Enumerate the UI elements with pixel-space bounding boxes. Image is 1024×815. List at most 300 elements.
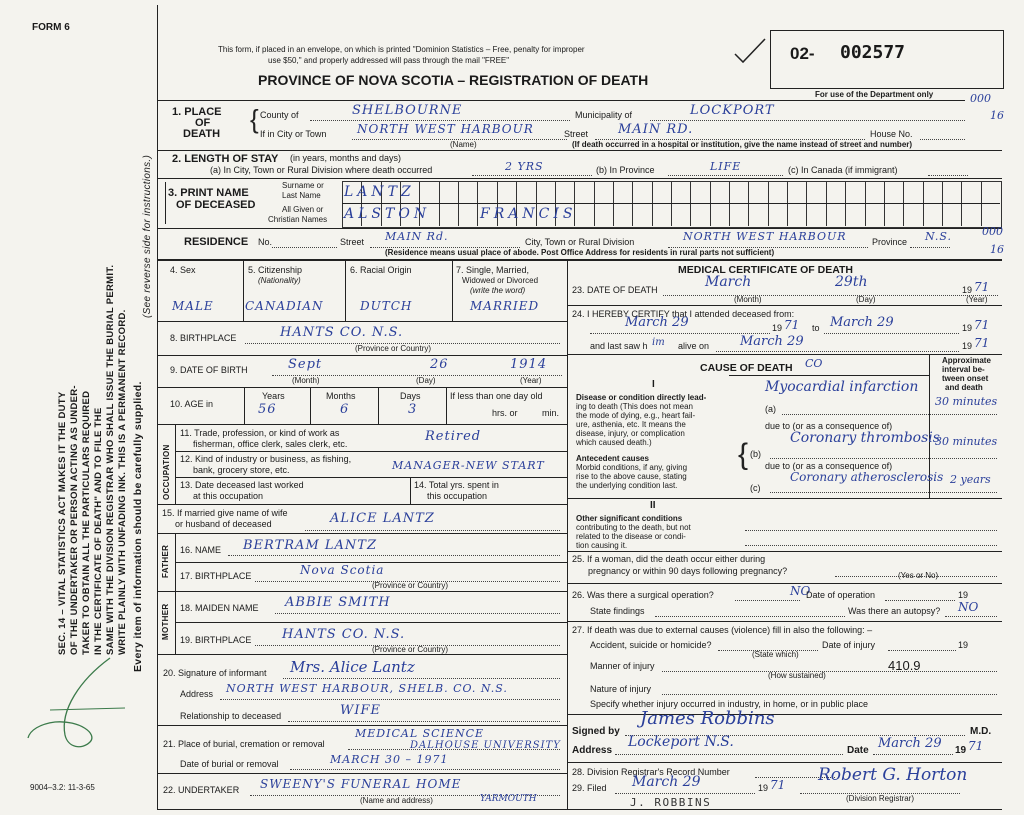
other-conditions-title: Other significant conditions bbox=[576, 514, 683, 523]
q24-to-year-prefix: 19 bbox=[962, 323, 973, 333]
rule-2 bbox=[157, 178, 1002, 179]
stay-b-value: LIFE bbox=[710, 160, 742, 173]
father-birthplace: Nova Scotia bbox=[300, 563, 385, 577]
undertaker-city: YARMOUTH bbox=[480, 794, 537, 804]
department-code-2: 16 bbox=[990, 109, 1004, 122]
q26-value: NO bbox=[790, 584, 811, 598]
autopsy-value: NO bbox=[958, 600, 979, 614]
rule-3 bbox=[157, 228, 1002, 229]
last-seen-him: im bbox=[652, 337, 665, 348]
stay-a-label: (a) In City, Town or Rural Division where death occurred bbox=[210, 165, 433, 175]
col-sep-a bbox=[243, 261, 244, 321]
dob-month: Sept bbox=[288, 357, 323, 372]
q26-label: 26. Was there a surgical operation? bbox=[572, 590, 714, 600]
q29-label: 29. Filed bbox=[572, 783, 607, 793]
col-sep-c bbox=[452, 261, 453, 321]
age-months-label: Months bbox=[326, 391, 356, 401]
mother-maiden-line bbox=[275, 613, 560, 614]
signed-year-prefix: 19 bbox=[955, 745, 967, 756]
stay-a-value: 2 YRS bbox=[505, 160, 544, 173]
rule-10 bbox=[175, 477, 567, 478]
cause-of-death-title: CAUSE OF DEATH bbox=[700, 362, 793, 374]
last-seen-date: March 29 bbox=[740, 334, 804, 349]
q24-to-year: 71 bbox=[974, 318, 990, 332]
rule-16 bbox=[157, 654, 567, 655]
q25-label-2: pregnancy or within 90 days following pregnancy? bbox=[588, 566, 788, 576]
sec14-line-2: OF THE UNDERTAKER OR PERSON ACTING AS UNDER- bbox=[69, 385, 80, 655]
rule-r3 bbox=[567, 498, 1002, 499]
filed-date: March 29 bbox=[632, 774, 701, 790]
cause-b-line bbox=[770, 458, 997, 459]
q28-label: 28. Division Registrar's Record Number bbox=[572, 767, 730, 777]
every-item-note: Every item of information should be carefully supplied. bbox=[132, 381, 144, 672]
col-sep-b bbox=[345, 261, 346, 321]
other-line-1 bbox=[745, 530, 997, 531]
q23-year-caption: (Year) bbox=[966, 295, 988, 304]
state-findings-label: State findings bbox=[590, 606, 645, 616]
sex-label: 4. Sex bbox=[170, 265, 196, 275]
q24-from-year: 71 bbox=[784, 318, 800, 332]
accident-label: Accident, suicide or homicide? bbox=[590, 640, 712, 650]
name-grid-cell-divider bbox=[690, 204, 691, 226]
name-grid-cell-divider bbox=[903, 204, 904, 226]
name-grid-cell-divider bbox=[419, 182, 420, 203]
q15-label-2: or husband of deceased bbox=[175, 519, 272, 529]
q24-from: March 29 bbox=[625, 315, 689, 330]
county-line bbox=[310, 120, 570, 121]
print-code: 9004–3.2: 11-3-65 bbox=[30, 783, 95, 792]
name-grid-cell-divider bbox=[748, 182, 749, 203]
name-grid-cell-divider bbox=[710, 182, 711, 203]
residence-province-line bbox=[910, 247, 950, 248]
cause-c-interval: 2 years bbox=[950, 473, 991, 486]
residence-province: N.S. bbox=[925, 230, 953, 243]
age-sep-2 bbox=[310, 388, 311, 424]
injury-date-line bbox=[888, 650, 956, 651]
specify-label: Specify whether injury occurred in industry, in home, or in public place bbox=[590, 699, 868, 709]
rule-7 bbox=[157, 387, 567, 388]
direct-cause-2: ing to death (This does not mean bbox=[576, 402, 693, 411]
q24-to-line bbox=[824, 333, 959, 334]
sec14-line-4: IN THE CERTIFICATE OF DEATH" AND TO FILE THE bbox=[93, 407, 104, 655]
county-label: County of bbox=[260, 110, 299, 120]
q13-label-1: 13. Date deceased last worked bbox=[180, 480, 304, 490]
q15-value: ALICE LANTZ bbox=[330, 511, 435, 526]
form-number: FORM 6 bbox=[32, 22, 70, 33]
father-birthplace-caption: (Province or Country) bbox=[372, 581, 449, 590]
q24-to: March 29 bbox=[830, 315, 894, 330]
nature-line bbox=[662, 694, 997, 695]
brace-icon: { bbox=[250, 104, 259, 134]
mother-birthplace-caption: (Province or Country) bbox=[372, 645, 449, 654]
dob-year: 1914 bbox=[510, 357, 548, 372]
name-grid-cell-divider bbox=[961, 182, 962, 203]
rule-1 bbox=[157, 150, 1002, 151]
mail-notice-line-2: use $50," and properly addressed will pass through the mail "FREE" bbox=[268, 56, 510, 65]
informant-address-label: Address bbox=[180, 689, 214, 699]
name-grid-cell-divider bbox=[884, 182, 885, 203]
how-sustained-caption: (How sustained) bbox=[768, 671, 826, 680]
age-days-label: Days bbox=[400, 391, 421, 401]
city-value: NORTH WEST HARBOUR bbox=[357, 122, 534, 136]
name-grid-cell-divider bbox=[458, 182, 459, 203]
father-name-label: 16. NAME bbox=[180, 545, 222, 555]
surname-value: LANTZ bbox=[344, 184, 415, 200]
name-grid-cell-divider bbox=[923, 204, 924, 226]
name-grid-cell-divider bbox=[652, 182, 653, 203]
rule-15 bbox=[175, 622, 567, 623]
signed-by-label: Signed by bbox=[572, 726, 620, 737]
dob-label: 9. DATE OF BIRTH bbox=[170, 365, 248, 375]
hospital-note: (If death occurred in a hospital or institution, give the name instead of street and number) bbox=[572, 140, 913, 149]
house-number-label: House No. bbox=[870, 129, 913, 139]
department-code-3: 000 bbox=[982, 225, 1003, 238]
marital-label-3: (write the word) bbox=[470, 286, 526, 295]
name-grid-cell-divider bbox=[613, 182, 614, 203]
name-grid-cell-divider bbox=[923, 182, 924, 203]
direct-cause-4: ure, asthenia, etc. It means the bbox=[576, 420, 686, 429]
citizenship-label: 5. Citizenship bbox=[248, 265, 303, 275]
name-grid-cell-divider bbox=[497, 182, 498, 203]
name-grid-cell-divider bbox=[594, 182, 595, 203]
informant-signature-label: 20. Signature of informant bbox=[163, 668, 267, 678]
burial-place-1: MEDICAL SCIENCE bbox=[355, 727, 485, 740]
injury-year-prefix: 19 bbox=[958, 640, 969, 650]
residence-no-line bbox=[272, 247, 337, 248]
section-two: II bbox=[650, 500, 656, 511]
signed-by-value: James Robbins bbox=[640, 708, 775, 729]
rule-11 bbox=[157, 504, 567, 505]
age-years-label: Years bbox=[262, 391, 285, 401]
manner-code: 410.9 bbox=[888, 658, 921, 673]
rule-r8 bbox=[567, 762, 1002, 763]
city-label: If in City or Town bbox=[260, 129, 327, 139]
burial-place-label: 21. Place of burial, cremation or removal bbox=[163, 739, 325, 749]
q12-label-1: 12. Kind of industry or business, as fishing, bbox=[180, 454, 352, 464]
deceased-label-2: OF DECEASED bbox=[176, 199, 256, 211]
place-label-3: DEATH bbox=[183, 128, 221, 140]
rule-r5 bbox=[567, 583, 1002, 584]
residence-province-label: Province bbox=[872, 237, 908, 247]
county-value: SHELBOURNE bbox=[352, 103, 463, 118]
name-grid-cell-divider bbox=[865, 182, 866, 203]
rule-12 bbox=[157, 533, 567, 534]
other-conditions-2: related to the disease or condi- bbox=[576, 532, 686, 541]
age-months: 6 bbox=[340, 402, 350, 417]
municipality-label: Municipality of bbox=[575, 110, 633, 120]
operation-year-prefix: 19 bbox=[958, 590, 969, 600]
dob-day-caption: (Day) bbox=[416, 376, 436, 385]
given-label-2: Christian Names bbox=[268, 215, 328, 224]
residence-street-label: Street bbox=[340, 237, 365, 247]
racial-origin-label: 6. Racial Origin bbox=[350, 265, 412, 275]
name-grid-cell-divider bbox=[594, 204, 595, 226]
rule-4 bbox=[157, 259, 1002, 261]
occupation-label: OCCUPATION bbox=[162, 444, 171, 500]
cause-c-value: Coronary atherosclerosis bbox=[790, 470, 944, 484]
nature-label: Nature of injury bbox=[590, 684, 652, 694]
department-code-1: 000 bbox=[970, 92, 991, 105]
q11-label-2: fisherman, office clerk, sales clerk, etc. bbox=[193, 439, 348, 449]
q15-line bbox=[305, 530, 560, 531]
rule-r6 bbox=[567, 621, 1002, 622]
sex-value: MALE bbox=[172, 299, 214, 313]
stay-b-line bbox=[668, 175, 783, 176]
dob-day: 26 bbox=[430, 357, 449, 372]
form-left-border bbox=[157, 5, 158, 810]
q14-label-2: this occupation bbox=[427, 491, 488, 501]
given-name-2: FRANCIS bbox=[480, 206, 577, 222]
name-grid-cell-divider bbox=[826, 182, 827, 203]
name-grid-cell-divider bbox=[845, 204, 846, 226]
medical-certificate-title: MEDICAL CERTIFICATE OF DEATH bbox=[678, 264, 853, 276]
marital-label-2: Widowed or Divorced bbox=[462, 276, 539, 285]
stay-c-label: (c) In Canada (if immigrant) bbox=[788, 165, 898, 175]
burial-date-label: Date of burial or removal bbox=[180, 759, 279, 769]
municipality-line bbox=[650, 120, 965, 121]
birthplace-label: 8. BIRTHPLACE bbox=[170, 333, 237, 343]
cause-c-line bbox=[770, 492, 997, 493]
q13-label-2: at this occupation bbox=[193, 491, 264, 501]
name-grid-cell-divider bbox=[729, 182, 730, 203]
name-grid-cell-divider bbox=[768, 204, 769, 226]
name-caption: (Name) bbox=[450, 140, 477, 149]
residence-no-label: No. bbox=[258, 237, 273, 247]
name-box-left bbox=[165, 182, 166, 224]
other-conditions-3: tion causing it. bbox=[576, 541, 628, 550]
age-hrs-label: hrs. or bbox=[492, 408, 518, 418]
name-grid-cell-divider bbox=[903, 182, 904, 203]
physician-address: Lockeport N.S. bbox=[628, 734, 734, 750]
name-grid-cell-divider bbox=[806, 182, 807, 203]
direct-cause-3: the mode of dying, e.g., heart fail- bbox=[576, 411, 696, 420]
registrar-caption: (Division Registrar) bbox=[846, 794, 915, 803]
antecedent-brace-icon: { bbox=[738, 438, 749, 471]
q23-year-prefix: 19 bbox=[962, 285, 973, 295]
given-label-1: All Given or bbox=[282, 205, 324, 214]
residence-note: (Residence means usual place of abode. Post Office Address for residents in rural parts not sufficient) bbox=[385, 248, 775, 257]
other-conditions-1: contributing to the death, but not bbox=[576, 523, 691, 532]
age-less-day-label: If less than one day old bbox=[450, 391, 543, 401]
see-reverse-note: (See reverse side for instructions.) bbox=[142, 154, 153, 318]
stay-a-line bbox=[472, 175, 592, 176]
name-grid-cell-divider bbox=[768, 182, 769, 203]
physician-address-label: Address bbox=[572, 745, 613, 756]
burial-date: MARCH 30 – 1971 bbox=[330, 753, 449, 766]
name-grid-cell-divider bbox=[884, 204, 885, 226]
stay-label-note: (in years, months and days) bbox=[290, 153, 402, 163]
rule-17 bbox=[157, 725, 567, 726]
q23-label: 23. DATE OF DEATH bbox=[572, 285, 658, 295]
q15-label-1: 15. If married give name of wife bbox=[162, 508, 288, 518]
due-to-label-2: due to (or as a consequence of) bbox=[765, 461, 893, 471]
name-grid-cell-divider bbox=[613, 204, 614, 226]
name-grid-cell-divider bbox=[981, 204, 982, 226]
q29-line bbox=[615, 793, 755, 794]
relationship-line bbox=[288, 721, 560, 722]
q12-value: MANAGER-NEW START bbox=[392, 459, 545, 472]
q27-label: 27. If death was due to external causes (violence) fill in also the following: – bbox=[572, 625, 873, 635]
mother-birthplace: HANTS CO. N.S. bbox=[282, 627, 406, 642]
cause-title-rule bbox=[729, 375, 929, 376]
q24-from-year-prefix: 19 bbox=[772, 323, 783, 333]
department-use-label: For use of the Department only bbox=[815, 90, 934, 99]
q24-label: 24. I HEREBY CERTIFY that I attended deceased from: bbox=[572, 309, 795, 319]
occupation-bar bbox=[175, 424, 176, 504]
age-years: 56 bbox=[258, 402, 277, 417]
undertaker-caption: (Name and address) bbox=[360, 796, 433, 805]
marital-label-1: 7. Single, Married, bbox=[456, 265, 530, 275]
informant-address: NORTH WEST HARBOUR, SHELB. CO. N.S. bbox=[226, 682, 508, 695]
relationship-value: WIFE bbox=[340, 703, 382, 718]
undertaker-label: 22. UNDERTAKER bbox=[163, 785, 240, 795]
check-mark-icon bbox=[732, 36, 768, 66]
house-number-line bbox=[920, 139, 965, 140]
name-grid-cell-divider bbox=[439, 182, 440, 203]
father-name-line bbox=[228, 555, 560, 556]
name-grid-cell-divider bbox=[826, 204, 827, 226]
name-grid-cell-divider bbox=[516, 182, 517, 203]
mother-label: MOTHER bbox=[161, 603, 170, 640]
burial-date-line bbox=[290, 769, 560, 770]
q26-line bbox=[735, 600, 800, 601]
name-grid-cell-divider bbox=[787, 204, 788, 226]
name-grid-cell-divider bbox=[671, 182, 672, 203]
stay-b-label: (b) In Province bbox=[596, 165, 655, 175]
deceased-label-1: 3. PRINT NAME bbox=[168, 187, 249, 199]
injury-date-label: Date of injury bbox=[822, 640, 876, 650]
name-grid-cell-divider bbox=[942, 182, 943, 203]
cause-b-value: Coronary thrombosis bbox=[790, 430, 940, 446]
nationality-label: (Nationality) bbox=[258, 276, 301, 285]
cause-a-value: Myocardial infarction bbox=[765, 379, 919, 395]
surname-label-1: Surname or bbox=[282, 181, 324, 190]
age-sep-1 bbox=[244, 388, 245, 424]
sec14-line-3: TAKER TO OBTAIN ALL THE PARTICULARS REQUIRED bbox=[81, 390, 92, 655]
name-grid-cell-divider bbox=[748, 204, 749, 226]
direct-cause-5: disease, injury, or complication bbox=[576, 429, 685, 438]
autopsy-line bbox=[945, 616, 997, 617]
md-label: M.D. bbox=[970, 726, 992, 737]
relationship-label: Relationship to deceased bbox=[180, 711, 282, 721]
filed-year-prefix: 19 bbox=[758, 783, 769, 793]
name-grid-cell-divider bbox=[574, 182, 575, 203]
state-which-caption: (State which) bbox=[752, 650, 799, 659]
physician-address-line bbox=[615, 754, 843, 755]
cause-a-interval: 30 minutes bbox=[935, 395, 998, 408]
name-grid-cell-divider bbox=[942, 204, 943, 226]
margin-signature-mark bbox=[20, 650, 130, 760]
name-grid-cell-divider bbox=[690, 182, 691, 203]
antecedent-3: the underlying condition last. bbox=[576, 481, 678, 490]
cause-c-label: (c) bbox=[750, 483, 761, 493]
residence-city: NORTH WEST HARBOUR bbox=[683, 230, 847, 243]
cause-a-line bbox=[782, 414, 997, 415]
form-title: PROVINCE OF NOVA SCOTIA – REGISTRATION OF DEATH bbox=[258, 72, 649, 88]
signed-date-line bbox=[873, 754, 953, 755]
mother-maiden: ABBIE SMITH bbox=[285, 595, 391, 610]
manner-line bbox=[662, 671, 997, 672]
age-days: 3 bbox=[408, 402, 418, 417]
rule-r2 bbox=[567, 354, 1002, 355]
name-grid-cell-divider bbox=[477, 182, 478, 203]
given-name-1: ALSTON bbox=[344, 206, 431, 222]
last-seen-year: 71 bbox=[974, 336, 990, 350]
q23-day-caption: (Day) bbox=[856, 295, 876, 304]
operation-date-line bbox=[885, 600, 955, 601]
father-name: BERTRAM LANTZ bbox=[243, 538, 377, 553]
state-findings-line bbox=[655, 616, 845, 617]
q23-year: 71 bbox=[974, 280, 990, 294]
stay-c-line bbox=[928, 175, 968, 176]
signed-date: March 29 bbox=[878, 736, 942, 751]
name-grid-cell-divider bbox=[555, 182, 556, 203]
due-to-label-1: due to (or as a consequence of) bbox=[765, 421, 893, 431]
dob-month-caption: (Month) bbox=[292, 376, 320, 385]
rule-r4 bbox=[567, 551, 1002, 552]
name-grid-cell-divider bbox=[652, 204, 653, 226]
last-seen-year-prefix: 19 bbox=[962, 341, 973, 351]
yes-no-caption: (Yes or No) bbox=[898, 571, 939, 580]
mail-notice-line-1: This form, if placed in an envelope, on which is printed "Dominion Statistics – Free, penalty for improper bbox=[218, 45, 585, 54]
rule-9 bbox=[175, 451, 567, 452]
name-grid-cell-divider bbox=[729, 204, 730, 226]
name-grid-cell-divider bbox=[439, 204, 440, 226]
informant-address-line bbox=[220, 699, 560, 700]
marital-value: MARRIED bbox=[470, 299, 540, 313]
interval-label-3: tween onset bbox=[942, 374, 989, 383]
residence-city-label: City, Town or Rural Division bbox=[525, 237, 635, 247]
direct-cause-6: which caused death.) bbox=[576, 438, 652, 447]
q14-label-1: 14. Total yrs. spent in bbox=[414, 480, 499, 490]
name-grid-cell-divider bbox=[477, 204, 478, 226]
other-line-2 bbox=[745, 545, 997, 546]
signed-date-label: Date bbox=[847, 745, 869, 756]
rule-6 bbox=[157, 355, 567, 356]
dob-year-caption: (Year) bbox=[520, 376, 542, 385]
mother-birthplace-label: 19. BIRTHPLACE bbox=[180, 635, 252, 645]
signed-year: 71 bbox=[968, 739, 984, 753]
rule-5 bbox=[157, 321, 567, 322]
age-sep-3 bbox=[378, 388, 379, 424]
q14-sep bbox=[410, 477, 411, 504]
racial-origin-value: DUTCH bbox=[360, 299, 413, 313]
name-grid-cell-divider bbox=[865, 204, 866, 226]
antecedent-1: Morbid conditions, if any, giving bbox=[576, 463, 688, 472]
father-label: FATHER bbox=[161, 544, 170, 578]
department-code-4: 16 bbox=[990, 243, 1004, 256]
cause-b-interval: 30 minutes bbox=[935, 435, 998, 448]
name-grid-cell-divider bbox=[671, 204, 672, 226]
form-bottom-border bbox=[157, 809, 1002, 810]
name-grid-cell-divider bbox=[458, 204, 459, 226]
informant-signature: Mrs. Alice Lantz bbox=[290, 658, 415, 676]
undertaker-value: SWEENY'S FUNERAL HOME bbox=[260, 777, 462, 791]
name-grid-cell-divider bbox=[806, 204, 807, 226]
filed-year: 71 bbox=[770, 778, 786, 792]
rule-r7 bbox=[567, 714, 1002, 715]
header-rule bbox=[157, 100, 965, 101]
burial-place-2: DALHOUSE UNIVERSITY bbox=[410, 740, 561, 751]
citizenship-value: CANADIAN bbox=[245, 299, 324, 313]
street-value: MAIN RD. bbox=[618, 122, 694, 137]
stay-label: 2. LENGTH OF STAY bbox=[172, 153, 279, 165]
name-grid-cell-divider bbox=[632, 204, 633, 226]
mother-maiden-label: 18. MAIDEN NAME bbox=[180, 603, 259, 613]
q23-line bbox=[663, 295, 998, 296]
rule-8 bbox=[157, 424, 567, 425]
q23-month-caption: (Month) bbox=[734, 295, 762, 304]
